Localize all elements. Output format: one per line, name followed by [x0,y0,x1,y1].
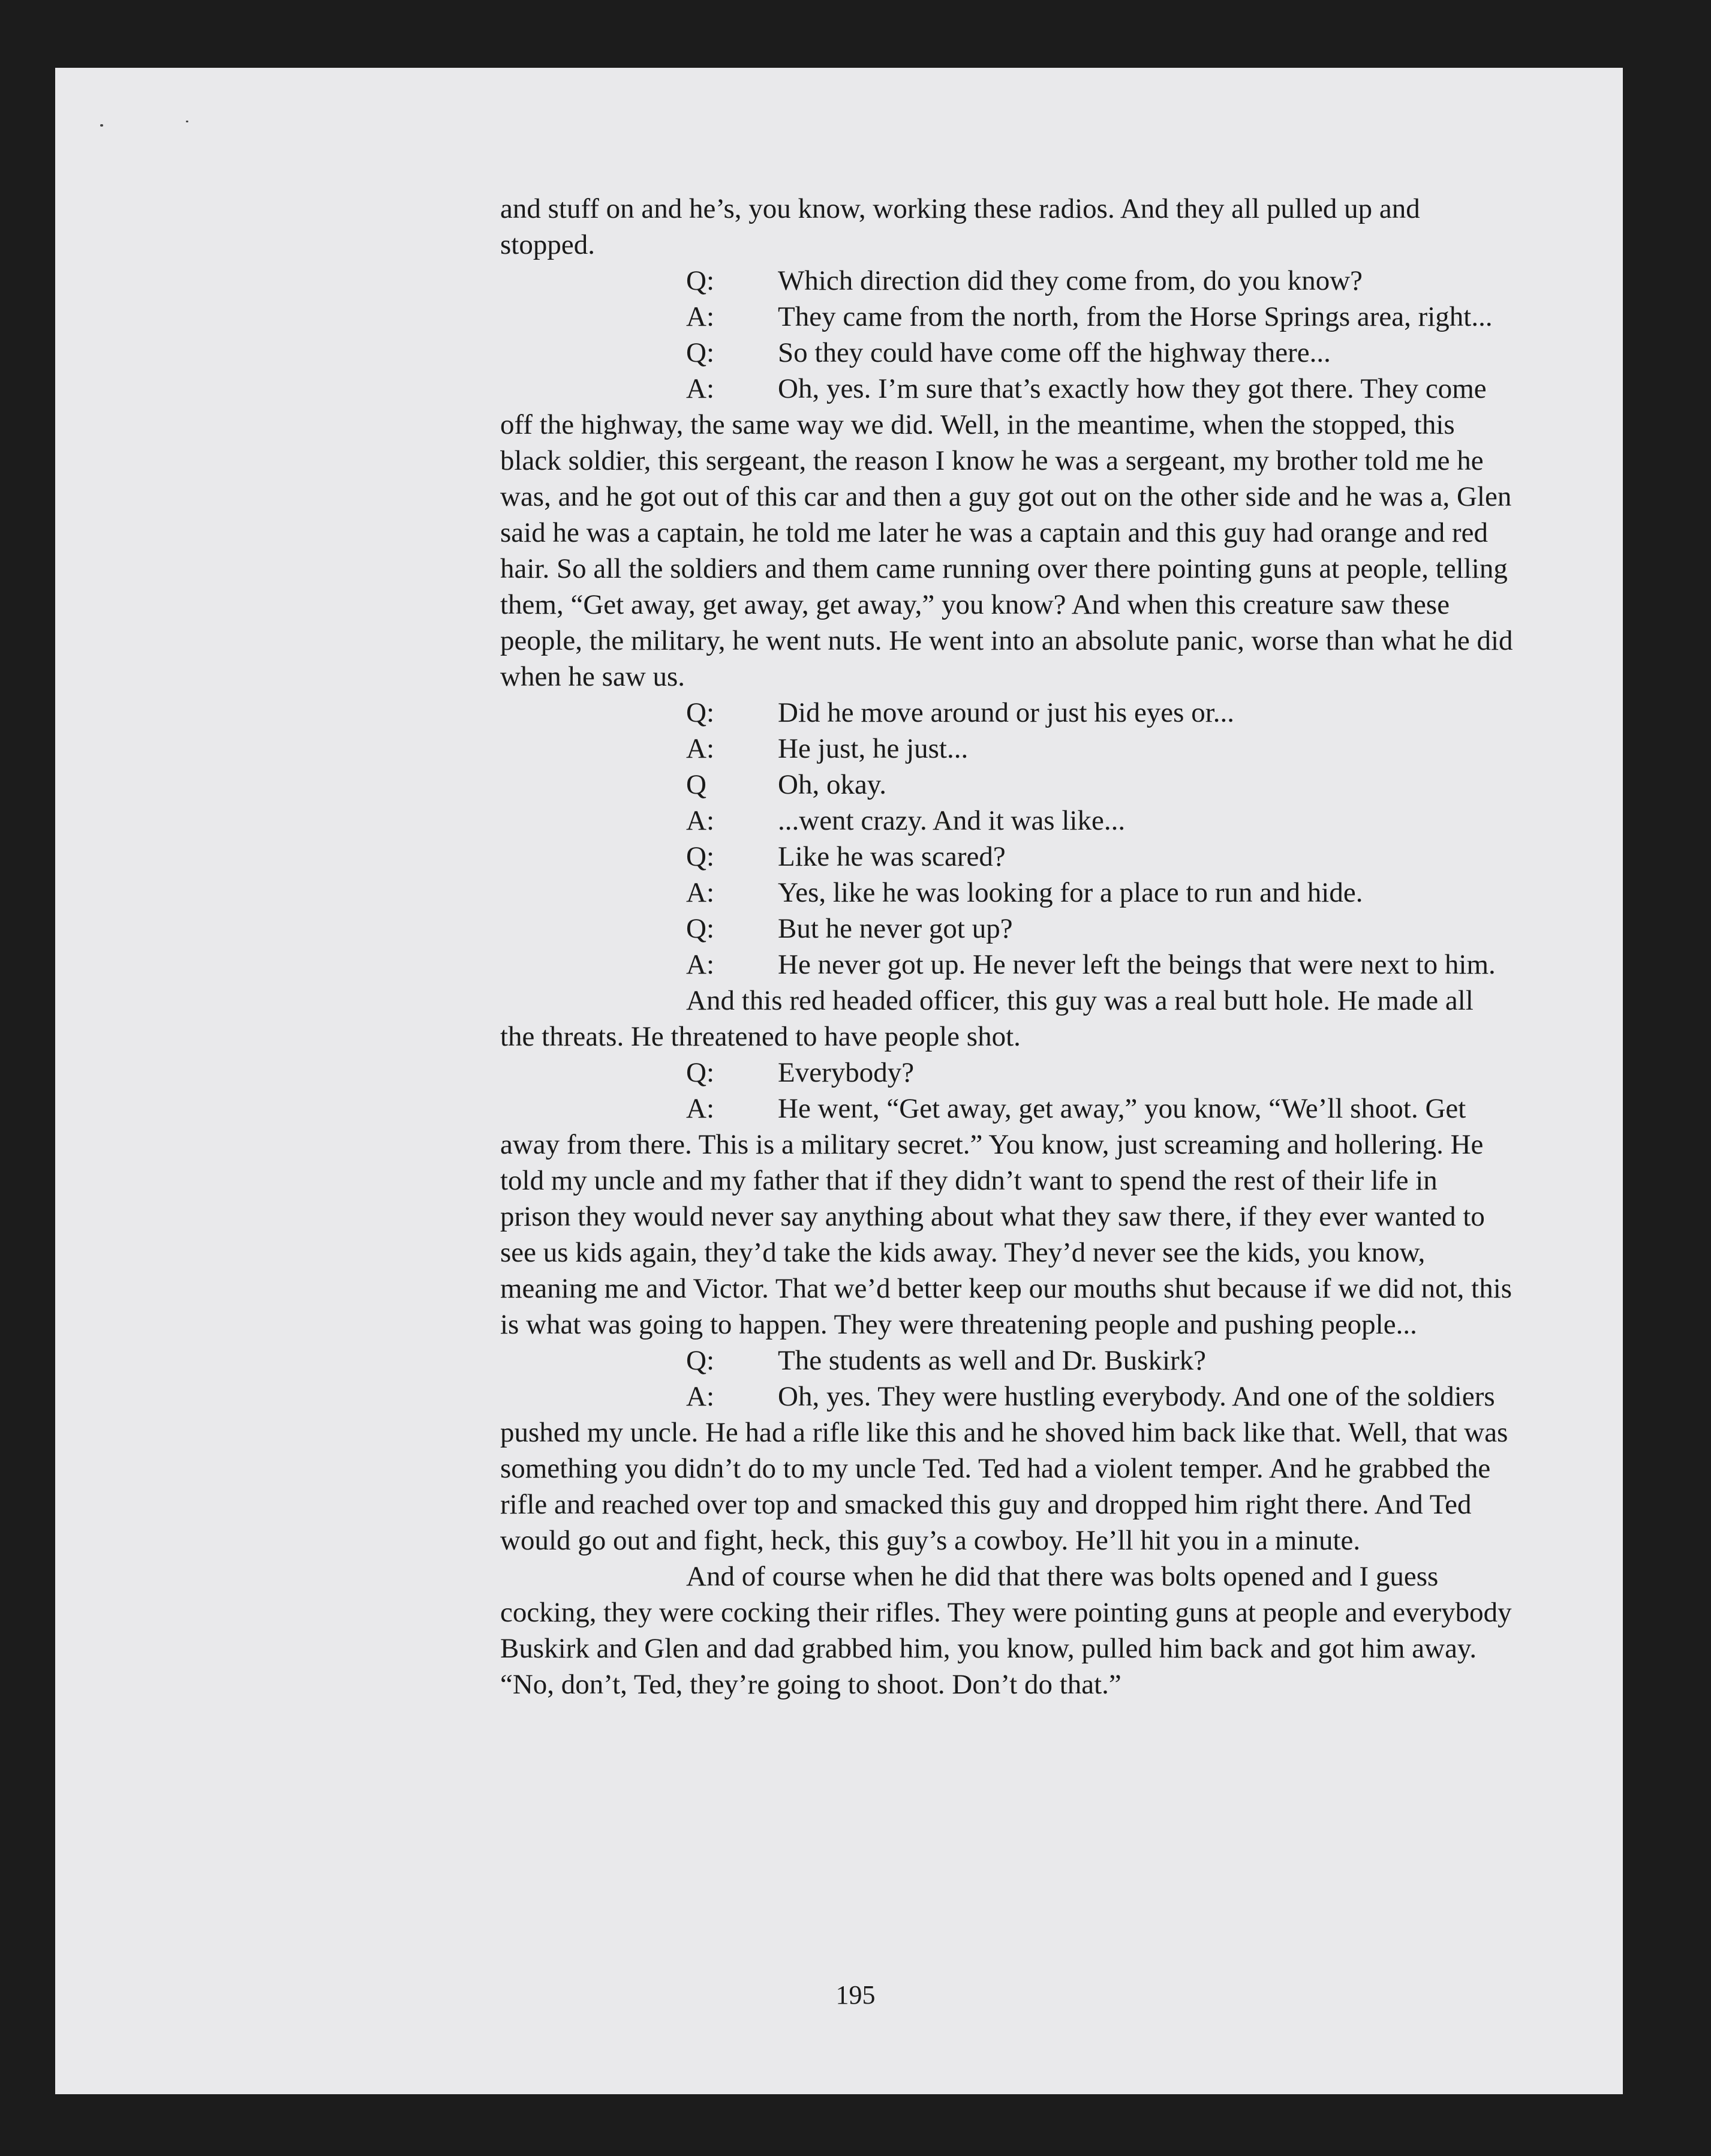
qa-line [500,371,1514,695]
transcript-body [500,191,1514,1702]
utterance: Oh, yes. They were hustling everybody. And one of the soldiers pushed my uncle. He had a rifle like this and he shoved him back like that. Well, that was something you didn’t do to my uncle Ted. Ted had a violent temper. And he grabbed the rifle and reached over top and smacked this guy and dropped him right there. And Ted would go out and fight, heck, this guy’s a cowboy. He’ll hit you in a minute. [500,1381,1508,1556]
utterance: He went, “Get away, get away,” you know, “We’ll shoot. Get away from there. This is a military secret.” You know, just screaming and hollering. He told my uncle and my father that if they didn’t want to spend the rest of their life in prison they would never say anything about what they saw there, if they ever wanted to see us kids again, they’d take the kids away. They’d never see the kids, you know, meaning me and Victor. That we’d better keep our mouths shut because if we did not, this is what was going to happen. They were threatening people and pushing people... [500,1093,1512,1340]
utterance: They came from the north, from the Horse Springs area, right... [778,301,1493,332]
qa-line [500,1379,1514,1559]
paragraph: and stuff on and he’s, you know, working these radios. And they all pulled up and stopped. [500,193,1420,260]
utterance: Did he move around or just his eyes or... [778,697,1235,728]
qa-line [500,335,1514,371]
qa-line [500,731,1514,767]
qa-line [500,767,1514,803]
qa-line [500,803,1514,839]
speaker-label: Q: [686,1345,714,1376]
paragraph: And of course when he did that there was bolts opened and I guess cocking, they were cocking their rifles. They were pointing guns at people and everybody Buskirk and Glen and dad grabbed him, you know, pulled him back and got him away. “No, don’t, Ted, they’re going to shoot. Don’t do that.” [500,1561,1512,1700]
speaker-label: A: [686,877,714,908]
speaker-label: A: [686,1381,714,1412]
utterance: He just, he just... [778,733,969,764]
qa-line [500,299,1514,335]
utterance: Oh, yes. I’m sure that’s exactly how they got there. They come off the highway, the same way we did. Well, in the meantime, when the stopped, this black soldier, this sergeant, the reason I know he was a sergeant, my brother told me he was, and he got out of this car and then a guy got out on the other side and he was a, Glen said he was a captain, he told me later he was a captain and this guy had orange and red hair. So all the soldiers and them came running over there pointing guns at people, telling them, “Get away, get away, get away,” you know? And when this creature saw these people, the military, he went nuts. He went into an absolute panic, worse than what he did when he saw us. [500,373,1513,692]
speaker-label: Q: [686,913,714,944]
utterance: So they could have come off the highway there... [778,337,1331,368]
page-number: 195 [835,1980,876,2010]
speaker-label: A: [686,301,714,332]
utterance: Like he was scared? [778,841,1006,872]
paragraph: And this red headed officer, this guy was a real butt hole. He made all the threats. He threatened to have people shot. [500,985,1474,1052]
speaker-label: Q: [686,697,714,728]
qa-line [500,263,1514,299]
utterance: He never got up. He never left the beings that were next to him. [778,949,1496,980]
utterance: The students as well and Dr. Buskirk? [778,1345,1207,1376]
qa-line [500,911,1514,947]
utterance: Everybody? [778,1057,915,1088]
qa-line [500,875,1514,911]
speaker-label: Q: [686,1057,714,1088]
speaker-label: Q: [686,337,714,368]
speaker-label: A: [686,949,714,980]
speaker-label: A: [686,373,714,404]
qa-line [500,1343,1514,1379]
speaker-label: A: [686,805,714,836]
utterance: ...went crazy. And it was like... [778,805,1126,836]
qa-line [500,947,1514,983]
qa-line [500,695,1514,731]
qa-line [500,1055,1514,1091]
utterance: Yes, like he was looking for a place to run and hide. [778,877,1363,908]
qa-line [500,1091,1514,1343]
speaker-label: Q [686,769,706,800]
speaker-label: A: [686,1093,714,1124]
qa-line [500,839,1514,875]
utterance: Oh, okay. [778,769,887,800]
utterance: But he never got up? [778,913,1013,944]
utterance: Which direction did they come from, do you know? [778,265,1363,296]
speaker-label: Q: [686,265,714,296]
speaker-label: A: [686,733,714,764]
speaker-label: Q: [686,841,714,872]
